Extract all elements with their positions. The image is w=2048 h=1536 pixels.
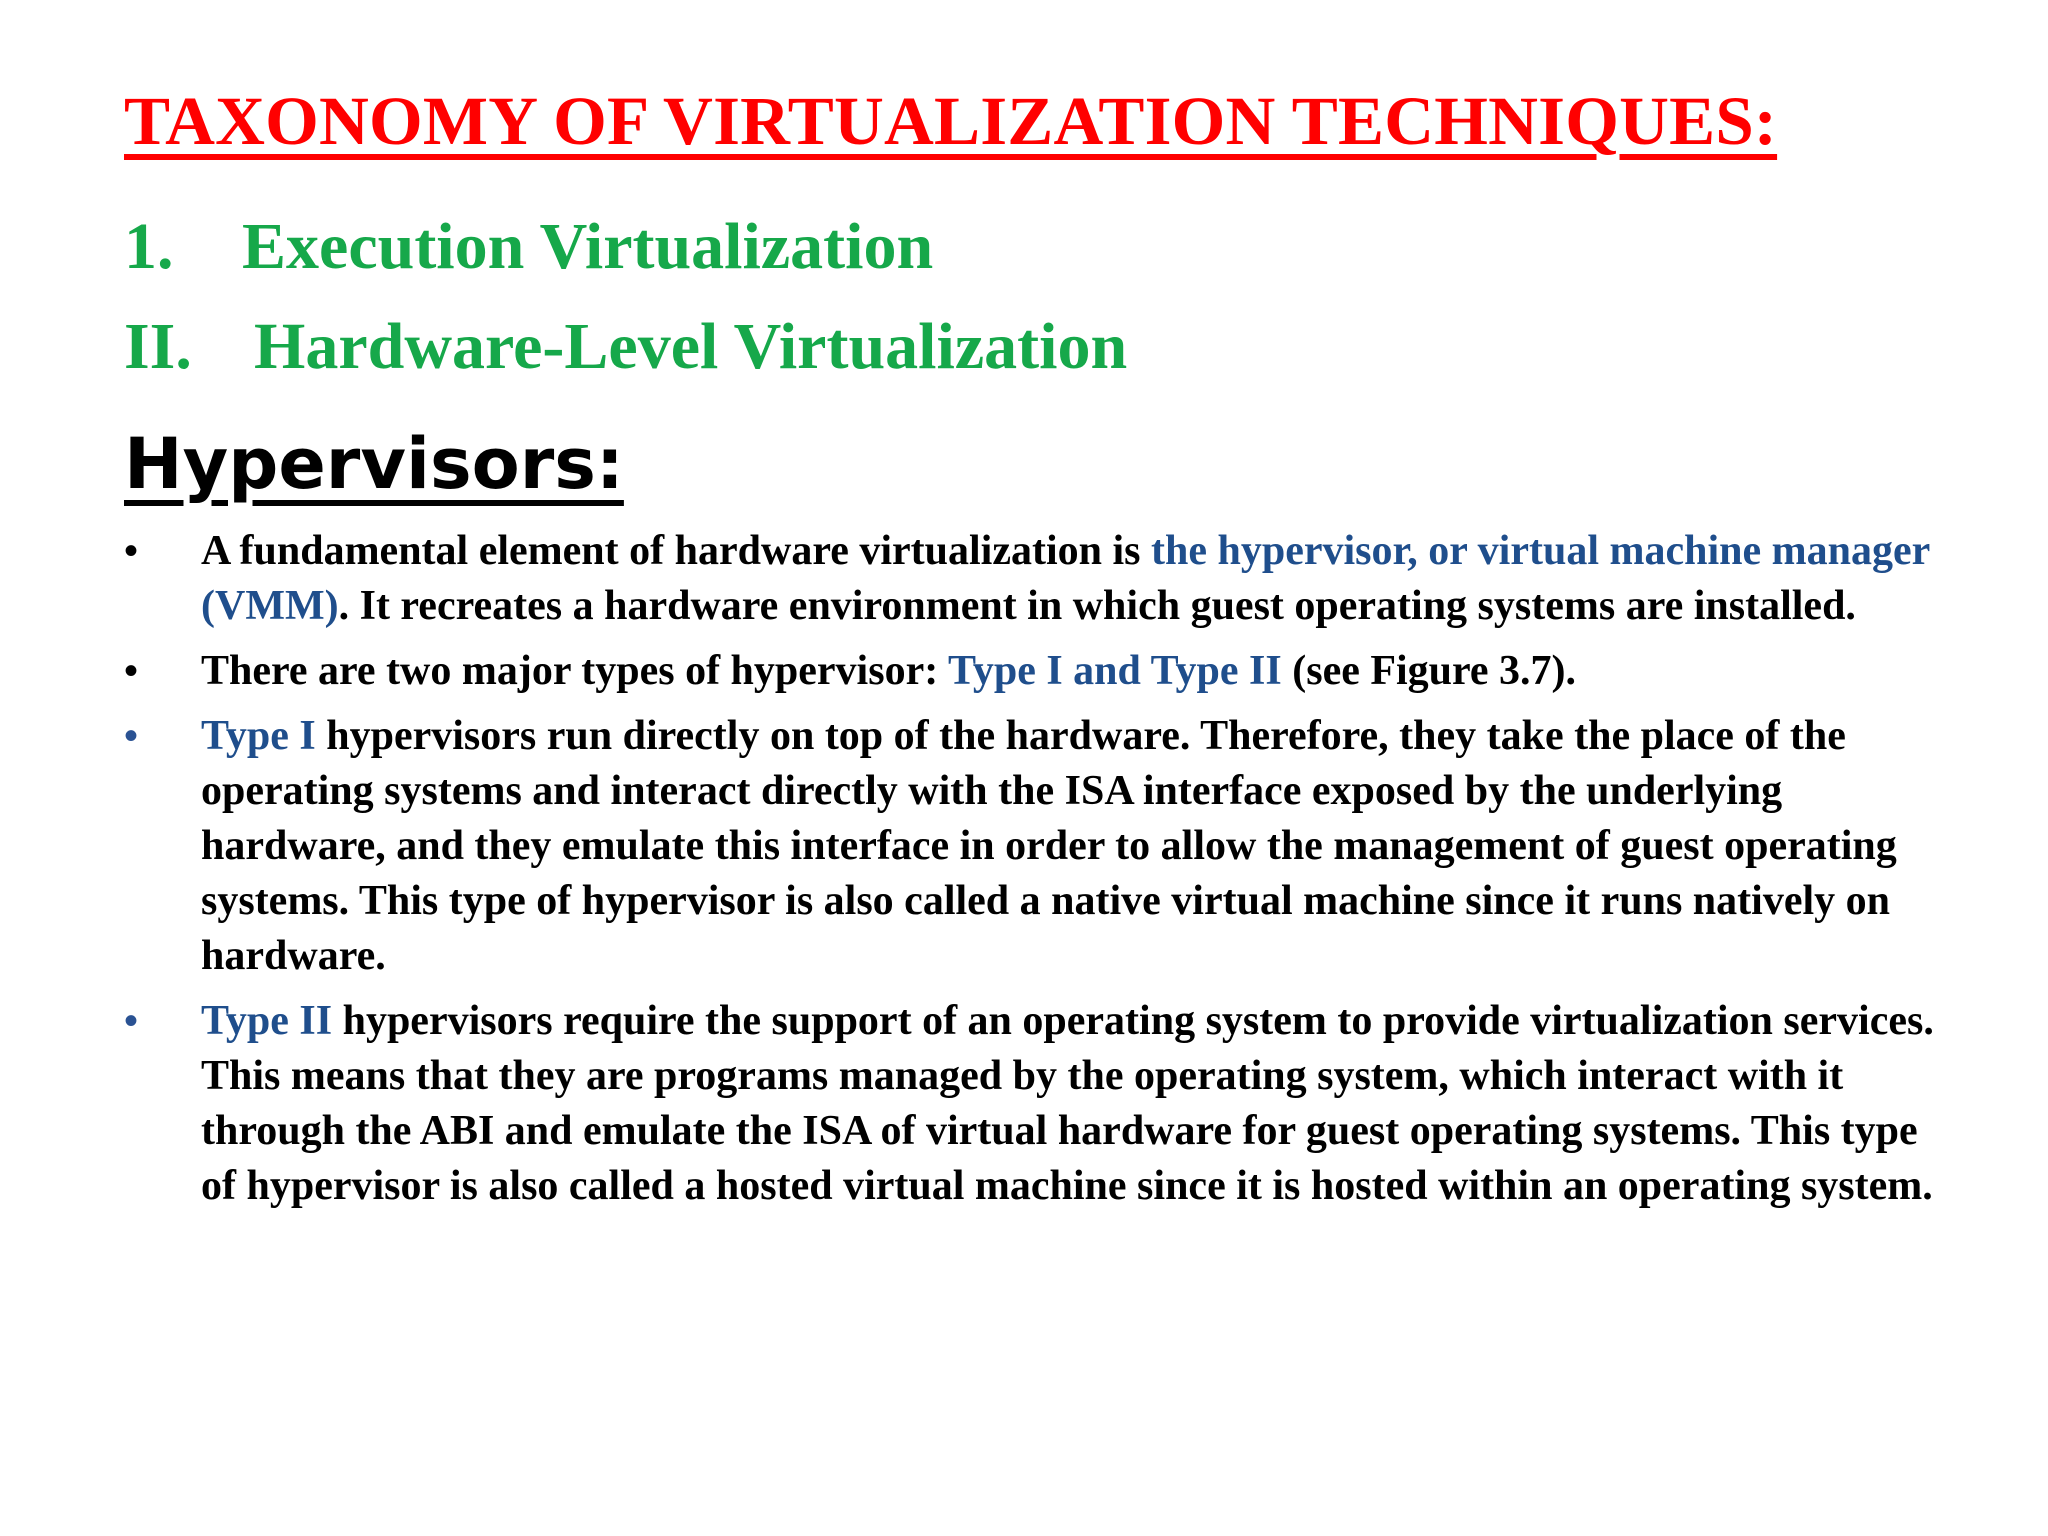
bullet-text: A fundamental element of hardware virtualization is bbox=[201, 528, 1152, 574]
list-item-execution-virtualization bbox=[124, 208, 933, 286]
bullet-text: There are two major types of hypervisor: bbox=[201, 648, 948, 694]
bullet-list bbox=[124, 524, 1954, 1224]
bullet-marker: • bbox=[124, 714, 139, 758]
bullet-highlight: Type I and Type II bbox=[947, 648, 1282, 694]
bullet-marker: • bbox=[124, 649, 139, 693]
section-heading: Hypervisors: bbox=[124, 423, 624, 505]
bullet-text: (see Figure 3.7). bbox=[1281, 648, 1577, 694]
list-item-number: II. bbox=[124, 310, 192, 383]
bullet-marker: • bbox=[124, 529, 139, 573]
bullet-item bbox=[124, 524, 1954, 634]
bullet-highlight: Type I bbox=[201, 713, 316, 759]
bullet-marker: • bbox=[124, 999, 139, 1043]
bullet-text: . It recreates a hardware environment in which guest operating systems are installed. bbox=[338, 583, 1856, 629]
bullet-item bbox=[124, 644, 1954, 699]
list-item-hardware-level-virtualization bbox=[124, 308, 1127, 386]
bullet-text: hypervisors run directly on top of the hardware. Therefore, they take the place of the operating systems and interact directly with the ISA interface exposed by the underlying hardware, and they emulate this interface in order to allow the management of guest operating systems. This type of hypervisor is also called a native virtual machine since it runs natively on hardware. bbox=[201, 713, 1897, 979]
slide-title: TAXONOMY OF VIRTUALIZATION TECHNIQUES: bbox=[124, 83, 1778, 159]
list-item-number: 1. bbox=[124, 210, 174, 283]
bullet-text: hypervisors require the support of an operating system to provide virtualization services. This means that they are programs managed by the operating system, which interact with it through the ABI and emulate the ISA of virtual hardware for guest operating systems. This type of hypervisor is also called a hosted virtual machine since it is hosted within an operating system. bbox=[201, 998, 1934, 1209]
list-item-text: Hardware-Level Virtualization bbox=[254, 310, 1128, 383]
bullet-highlight: the hypervisor, or virtual machine manager (VMM) bbox=[201, 528, 1930, 629]
list-item-text: Execution Virtualization bbox=[242, 210, 934, 283]
bullet-item bbox=[124, 994, 1954, 1214]
bullet-item bbox=[124, 709, 1954, 984]
bullet-highlight: Type II bbox=[201, 998, 333, 1044]
